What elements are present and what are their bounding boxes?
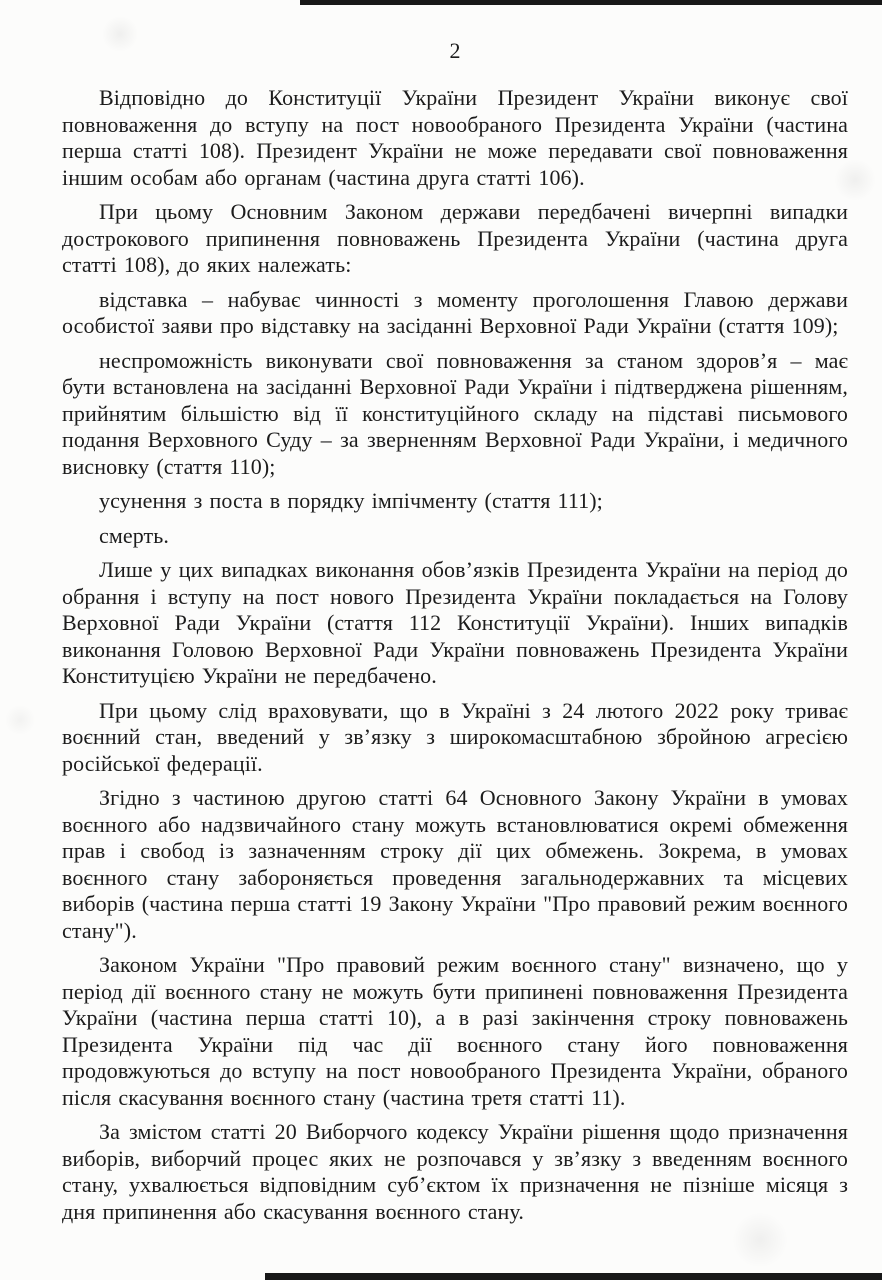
paragraph: неспроможність виконувати свої повноваження за станом здоров’я – має бути встановлена на засіданні Верховної Ради України і підтверджена рішенням, прийнятим більшістю від її конституційного складу на підставі письмового подання Верховного Суду – за зверненням Верховної Ради України, і медичного висновку (стаття 110); [62, 347, 848, 479]
paragraph: смерть. [99, 522, 170, 548]
paragraph: усунення з поста в порядку імпічменту (стаття 111); [99, 488, 603, 513]
paragraph: Законом України "Про правовий режим воєнного стану" визначено, що у період дії воєнного стану не можуть бути припинені повноваження Президента України (частина перша статті 10), а в разі закінчення строку повноважень Президента України під час дії воєнного стану його повноваження продовжуються до вступу на пост новообраного Президента України, обраного після скасування воєнного стану (частина третя статті 11). [62, 952, 848, 1110]
page-number: 2 [449, 38, 461, 63]
paragraph: При цьому слід враховувати, що в Україні з 24 лютого 2022 року триває воєнний стан, введений у зв’язку з широкомасштабною збройною агресією російської федерації. [62, 697, 848, 776]
paragraph: При цьому Основним Законом держави передбачені вичерпні випадки дострокового припинення повноважень Президента України (частина друга статті 108), до яких належать: [62, 199, 848, 277]
paragraph: відставка – набуває чинності з моменту проголошення Главою держави особистої заяви про відставку на засіданні Верховної Ради України (стаття 109); [62, 286, 848, 338]
paragraph: Відповідно до Конституції України Президент України виконує свої повноваження до вступу на пост новообраного Президента України (частина перша статті 108). Президент України не може передавати свої повноваження іншим особам або органам (частина друга статті 106). [62, 85, 848, 190]
paragraph: За змістом статті 20 Виборчого кодексу України рішення щодо призначення виборів, виборчий процес яких не розпочався у зв’язку з введенням воєнного стану, ухвалюється відповідним суб’єктом їх призначення не пізніше місяця з дня припинення або скасування воєнного стану. [62, 1119, 848, 1224]
paragraph: Лише у цих випадках виконання обов’язків Президента України на період до обрання і вступу на пост нового Президента України покладається на Голову Верховної Ради України (стаття 112 Конституції України). Інших випадків виконання Головою Верховної Ради України повноважень Президента України Конституцією України не передбачено. [62, 557, 848, 688]
document-body [62, 85, 848, 1225]
scan-artifact-bottom-bar [265, 1273, 882, 1280]
paragraph: Згідно з частиною другою статті 64 Основного Закону України в умовах воєнного або надзвичайного стану можуть встановлюватися окремі обмеження прав і свобод із зазначенням строку дії цих обмежень. Зокрема, в умовах воєнного стану забороняється проведення загальнодержавних та місцевих виборів (частина перша статті 19 Закону України "Про правовий режим воєнного стану"). [62, 785, 848, 943]
scan-artifact-top-bar [300, 0, 882, 5]
